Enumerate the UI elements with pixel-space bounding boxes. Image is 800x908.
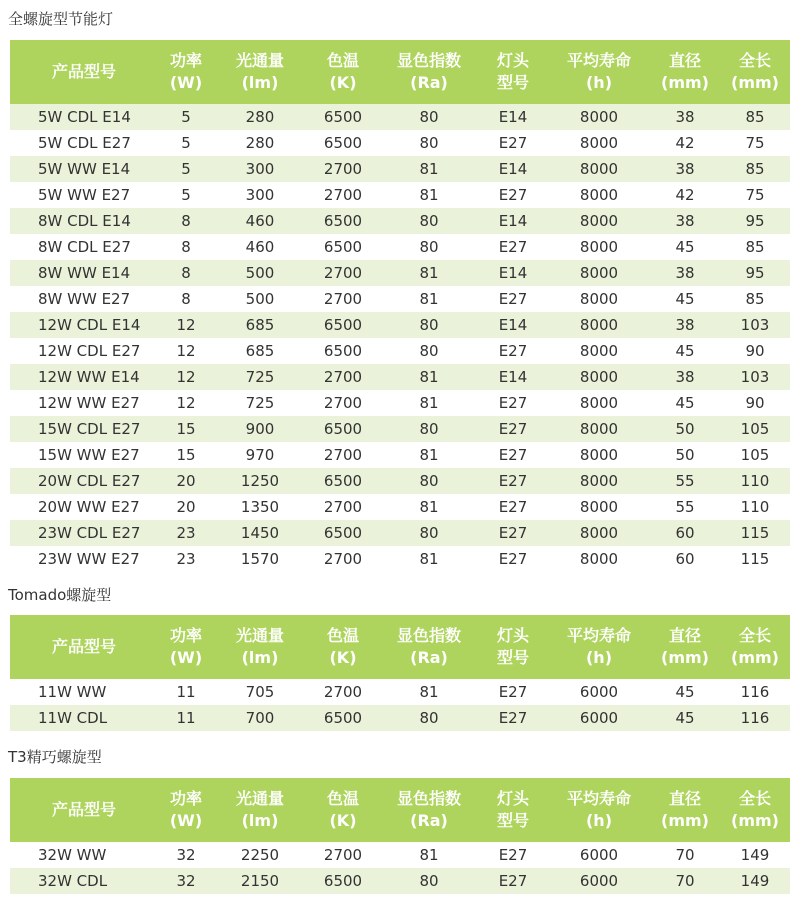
cell-lumen: 725 bbox=[214, 390, 306, 416]
cell-cri: 81 bbox=[380, 364, 478, 390]
cell-model: 5W WW E14 bbox=[10, 156, 158, 182]
cell-base: E14 bbox=[478, 156, 548, 182]
cell-color-temp: 2700 bbox=[306, 286, 380, 312]
spec-table-t3-compact bbox=[10, 778, 790, 894]
cell-color-temp: 6500 bbox=[306, 130, 380, 156]
cell-color-temp: 6500 bbox=[306, 208, 380, 234]
table-row bbox=[10, 182, 790, 208]
table-row bbox=[10, 156, 790, 182]
cell-power: 8 bbox=[158, 234, 214, 260]
cell-lifetime: 8000 bbox=[548, 286, 650, 312]
cell-cri: 81 bbox=[380, 679, 478, 705]
cell-lifetime: 8000 bbox=[548, 390, 650, 416]
cell-model: 8W WW E14 bbox=[10, 260, 158, 286]
cell-lifetime: 8000 bbox=[548, 182, 650, 208]
cell-model: 8W WW E27 bbox=[10, 286, 158, 312]
header-cri: 显色指数 (Ra) bbox=[380, 40, 478, 104]
cell-length: 149 bbox=[720, 868, 790, 894]
table-row bbox=[10, 364, 790, 390]
cell-diameter: 50 bbox=[650, 442, 720, 468]
cell-lifetime: 6000 bbox=[548, 842, 650, 868]
table-row bbox=[10, 705, 790, 731]
cell-lumen: 1570 bbox=[214, 546, 306, 572]
cell-cri: 80 bbox=[380, 312, 478, 338]
cell-lumen: 280 bbox=[214, 130, 306, 156]
cell-diameter: 70 bbox=[650, 868, 720, 894]
cell-lumen: 685 bbox=[214, 312, 306, 338]
cell-base: E14 bbox=[478, 104, 548, 130]
table-row bbox=[10, 260, 790, 286]
cell-length: 85 bbox=[720, 156, 790, 182]
cell-diameter: 45 bbox=[650, 338, 720, 364]
section-title-tomado: Tomado螺旋型 bbox=[8, 586, 112, 604]
cell-lumen: 1450 bbox=[214, 520, 306, 546]
cell-lumen: 900 bbox=[214, 416, 306, 442]
header-power: 功率 (W) bbox=[158, 615, 214, 679]
cell-model: 15W CDL E27 bbox=[10, 416, 158, 442]
table-row bbox=[10, 130, 790, 156]
cell-base: E27 bbox=[478, 234, 548, 260]
cell-length: 85 bbox=[720, 286, 790, 312]
cell-color-temp: 6500 bbox=[306, 868, 380, 894]
cell-power: 12 bbox=[158, 312, 214, 338]
cell-model: 11W CDL bbox=[10, 705, 158, 731]
cell-length: 115 bbox=[720, 546, 790, 572]
cell-power: 8 bbox=[158, 286, 214, 312]
cell-cri: 81 bbox=[380, 494, 478, 520]
cell-model: 12W CDL E27 bbox=[10, 338, 158, 364]
table-row bbox=[10, 679, 790, 705]
header-row bbox=[10, 778, 790, 842]
cell-color-temp: 2700 bbox=[306, 260, 380, 286]
cell-lifetime: 8000 bbox=[548, 364, 650, 390]
cell-color-temp: 6500 bbox=[306, 520, 380, 546]
cell-length: 110 bbox=[720, 494, 790, 520]
header-length: 全长 (mm) bbox=[720, 615, 790, 679]
header-model: 产品型号 bbox=[10, 778, 158, 842]
cell-cri: 80 bbox=[380, 104, 478, 130]
header-diameter: 直径 (mm) bbox=[650, 40, 720, 104]
header-model: 产品型号 bbox=[10, 615, 158, 679]
cell-diameter: 50 bbox=[650, 416, 720, 442]
cell-base: E27 bbox=[478, 468, 548, 494]
cell-diameter: 45 bbox=[650, 679, 720, 705]
table-row bbox=[10, 208, 790, 234]
cell-lumen: 300 bbox=[214, 156, 306, 182]
cell-base: E27 bbox=[478, 842, 548, 868]
cell-diameter: 38 bbox=[650, 156, 720, 182]
cell-length: 90 bbox=[720, 338, 790, 364]
cell-model: 11W WW bbox=[10, 679, 158, 705]
cell-cri: 81 bbox=[380, 390, 478, 416]
header-diameter: 直径 (mm) bbox=[650, 615, 720, 679]
cell-color-temp: 2700 bbox=[306, 842, 380, 868]
cell-lumen: 460 bbox=[214, 234, 306, 260]
cell-cri: 80 bbox=[380, 705, 478, 731]
cell-diameter: 38 bbox=[650, 104, 720, 130]
table-row bbox=[10, 546, 790, 572]
cell-lumen: 2250 bbox=[214, 842, 306, 868]
cell-power: 8 bbox=[158, 260, 214, 286]
header-model: 产品型号 bbox=[10, 40, 158, 104]
cell-lifetime: 8000 bbox=[548, 312, 650, 338]
cell-diameter: 60 bbox=[650, 520, 720, 546]
cell-power: 23 bbox=[158, 546, 214, 572]
cell-color-temp: 6500 bbox=[306, 338, 380, 364]
cell-power: 32 bbox=[158, 842, 214, 868]
cell-model: 20W WW E27 bbox=[10, 494, 158, 520]
table-row bbox=[10, 338, 790, 364]
header-color-temp: 色温 (K) bbox=[306, 615, 380, 679]
cell-model: 8W CDL E27 bbox=[10, 234, 158, 260]
cell-power: 11 bbox=[158, 705, 214, 731]
cell-lifetime: 8000 bbox=[548, 442, 650, 468]
cell-length: 85 bbox=[720, 104, 790, 130]
cell-length: 116 bbox=[720, 705, 790, 731]
header-row bbox=[10, 615, 790, 679]
cell-color-temp: 2700 bbox=[306, 679, 380, 705]
table-row bbox=[10, 442, 790, 468]
cell-length: 105 bbox=[720, 442, 790, 468]
cell-power: 23 bbox=[158, 520, 214, 546]
cell-base: E27 bbox=[478, 416, 548, 442]
cell-color-temp: 2700 bbox=[306, 390, 380, 416]
header-color-temp: 色温 (K) bbox=[306, 778, 380, 842]
cell-diameter: 38 bbox=[650, 260, 720, 286]
table-row bbox=[10, 286, 790, 312]
cell-lifetime: 8000 bbox=[548, 468, 650, 494]
cell-lifetime: 8000 bbox=[548, 104, 650, 130]
cell-diameter: 42 bbox=[650, 182, 720, 208]
cell-model: 23W CDL E27 bbox=[10, 520, 158, 546]
cell-lumen: 300 bbox=[214, 182, 306, 208]
cell-base: E27 bbox=[478, 679, 548, 705]
cell-base: E27 bbox=[478, 390, 548, 416]
cell-model: 23W WW E27 bbox=[10, 546, 158, 572]
cell-power: 32 bbox=[158, 868, 214, 894]
table-row bbox=[10, 494, 790, 520]
table-row bbox=[10, 842, 790, 868]
cell-model: 12W CDL E14 bbox=[10, 312, 158, 338]
header-diameter: 直径 (mm) bbox=[650, 778, 720, 842]
cell-cri: 80 bbox=[380, 868, 478, 894]
cell-power: 11 bbox=[158, 679, 214, 705]
cell-color-temp: 2700 bbox=[306, 364, 380, 390]
cell-lumen: 1250 bbox=[214, 468, 306, 494]
cell-color-temp: 6500 bbox=[306, 705, 380, 731]
cell-model: 15W WW E27 bbox=[10, 442, 158, 468]
cell-power: 15 bbox=[158, 416, 214, 442]
header-lumen: 光通量 (lm) bbox=[214, 40, 306, 104]
cell-cri: 80 bbox=[380, 208, 478, 234]
cell-color-temp: 6500 bbox=[306, 416, 380, 442]
table-row bbox=[10, 312, 790, 338]
cell-cri: 80 bbox=[380, 234, 478, 260]
cell-diameter: 70 bbox=[650, 842, 720, 868]
cell-power: 5 bbox=[158, 130, 214, 156]
cell-base: E14 bbox=[478, 208, 548, 234]
cell-cri: 80 bbox=[380, 416, 478, 442]
cell-cri: 80 bbox=[380, 520, 478, 546]
cell-lifetime: 8000 bbox=[548, 338, 650, 364]
cell-length: 95 bbox=[720, 208, 790, 234]
cell-diameter: 45 bbox=[650, 286, 720, 312]
header-lifetime: 平均寿命 (h) bbox=[548, 778, 650, 842]
cell-color-temp: 2700 bbox=[306, 182, 380, 208]
cell-power: 20 bbox=[158, 468, 214, 494]
cell-length: 75 bbox=[720, 130, 790, 156]
cell-base: E27 bbox=[478, 130, 548, 156]
cell-length: 149 bbox=[720, 842, 790, 868]
cell-length: 103 bbox=[720, 312, 790, 338]
cell-base: E27 bbox=[478, 705, 548, 731]
cell-length: 116 bbox=[720, 679, 790, 705]
cell-lumen: 280 bbox=[214, 104, 306, 130]
cell-length: 115 bbox=[720, 520, 790, 546]
cell-cri: 81 bbox=[380, 156, 478, 182]
cell-lifetime: 6000 bbox=[548, 679, 650, 705]
cell-model: 12W WW E27 bbox=[10, 390, 158, 416]
cell-lifetime: 8000 bbox=[548, 208, 650, 234]
cell-base: E27 bbox=[478, 286, 548, 312]
cell-power: 8 bbox=[158, 208, 214, 234]
cell-power: 12 bbox=[158, 364, 214, 390]
cell-lumen: 2150 bbox=[214, 868, 306, 894]
cell-color-temp: 6500 bbox=[306, 104, 380, 130]
cell-cri: 81 bbox=[380, 546, 478, 572]
cell-diameter: 55 bbox=[650, 494, 720, 520]
cell-color-temp: 2700 bbox=[306, 156, 380, 182]
cell-cri: 81 bbox=[380, 842, 478, 868]
table-row bbox=[10, 416, 790, 442]
cell-base: E14 bbox=[478, 260, 548, 286]
cell-color-temp: 2700 bbox=[306, 442, 380, 468]
cell-cri: 80 bbox=[380, 130, 478, 156]
cell-diameter: 60 bbox=[650, 546, 720, 572]
header-power: 功率 (W) bbox=[158, 778, 214, 842]
cell-length: 90 bbox=[720, 390, 790, 416]
header-lumen: 光通量 (lm) bbox=[214, 778, 306, 842]
cell-length: 103 bbox=[720, 364, 790, 390]
cell-length: 110 bbox=[720, 468, 790, 494]
cell-lifetime: 8000 bbox=[548, 416, 650, 442]
cell-power: 20 bbox=[158, 494, 214, 520]
cell-base: E27 bbox=[478, 520, 548, 546]
cell-color-temp: 6500 bbox=[306, 312, 380, 338]
cell-model: 32W WW bbox=[10, 842, 158, 868]
cell-cri: 80 bbox=[380, 338, 478, 364]
table-row bbox=[10, 468, 790, 494]
cell-lumen: 685 bbox=[214, 338, 306, 364]
cell-length: 105 bbox=[720, 416, 790, 442]
header-color-temp: 色温 (K) bbox=[306, 40, 380, 104]
cell-lifetime: 8000 bbox=[548, 234, 650, 260]
cell-lumen: 725 bbox=[214, 364, 306, 390]
spec-table-tomado bbox=[10, 615, 790, 731]
cell-lumen: 1350 bbox=[214, 494, 306, 520]
cell-base: E27 bbox=[478, 442, 548, 468]
cell-lifetime: 6000 bbox=[548, 868, 650, 894]
cell-lifetime: 8000 bbox=[548, 260, 650, 286]
cell-base: E27 bbox=[478, 546, 548, 572]
cell-cri: 81 bbox=[380, 442, 478, 468]
cell-power: 12 bbox=[158, 390, 214, 416]
header-cri: 显色指数 (Ra) bbox=[380, 615, 478, 679]
cell-model: 20W CDL E27 bbox=[10, 468, 158, 494]
table-row bbox=[10, 390, 790, 416]
cell-length: 75 bbox=[720, 182, 790, 208]
cell-power: 5 bbox=[158, 156, 214, 182]
header-power: 功率 (W) bbox=[158, 40, 214, 104]
cell-lumen: 970 bbox=[214, 442, 306, 468]
cell-base: E14 bbox=[478, 364, 548, 390]
spec-table-full-spiral bbox=[10, 40, 790, 572]
table-row bbox=[10, 868, 790, 894]
cell-lifetime: 8000 bbox=[548, 156, 650, 182]
cell-lifetime: 8000 bbox=[548, 520, 650, 546]
cell-color-temp: 6500 bbox=[306, 468, 380, 494]
cell-model: 32W CDL bbox=[10, 868, 158, 894]
cell-diameter: 42 bbox=[650, 130, 720, 156]
header-length: 全长 (mm) bbox=[720, 40, 790, 104]
cell-model: 5W CDL E14 bbox=[10, 104, 158, 130]
cell-power: 12 bbox=[158, 338, 214, 364]
cell-base: E27 bbox=[478, 338, 548, 364]
cell-lifetime: 6000 bbox=[548, 705, 650, 731]
cell-length: 85 bbox=[720, 234, 790, 260]
table-row bbox=[10, 104, 790, 130]
cell-power: 5 bbox=[158, 104, 214, 130]
cell-model: 5W WW E27 bbox=[10, 182, 158, 208]
table-row bbox=[10, 234, 790, 260]
cell-base: E27 bbox=[478, 868, 548, 894]
cell-model: 5W CDL E27 bbox=[10, 130, 158, 156]
cell-color-temp: 6500 bbox=[306, 234, 380, 260]
cell-cri: 80 bbox=[380, 468, 478, 494]
cell-lifetime: 8000 bbox=[548, 494, 650, 520]
cell-lumen: 500 bbox=[214, 260, 306, 286]
table-row bbox=[10, 520, 790, 546]
cell-cri: 81 bbox=[380, 286, 478, 312]
cell-cri: 81 bbox=[380, 260, 478, 286]
cell-model: 12W WW E14 bbox=[10, 364, 158, 390]
header-base: 灯头 型号 bbox=[478, 40, 548, 104]
header-lifetime: 平均寿命 (h) bbox=[548, 615, 650, 679]
cell-diameter: 55 bbox=[650, 468, 720, 494]
cell-base: E14 bbox=[478, 312, 548, 338]
cell-lifetime: 8000 bbox=[548, 130, 650, 156]
cell-lifetime: 8000 bbox=[548, 546, 650, 572]
section-title-full-spiral: 全螺旋型节能灯 bbox=[8, 10, 114, 28]
header-base: 灯头 型号 bbox=[478, 778, 548, 842]
header-lifetime: 平均寿命 (h) bbox=[548, 40, 650, 104]
cell-cri: 81 bbox=[380, 182, 478, 208]
cell-base: E27 bbox=[478, 494, 548, 520]
header-length: 全长 (mm) bbox=[720, 778, 790, 842]
cell-lumen: 705 bbox=[214, 679, 306, 705]
cell-lumen: 460 bbox=[214, 208, 306, 234]
section-title-t3-compact: T3精巧螺旋型 bbox=[8, 748, 102, 766]
cell-color-temp: 2700 bbox=[306, 546, 380, 572]
cell-diameter: 38 bbox=[650, 364, 720, 390]
header-base: 灯头 型号 bbox=[478, 615, 548, 679]
header-cri: 显色指数 (Ra) bbox=[380, 778, 478, 842]
header-lumen: 光通量 (lm) bbox=[214, 615, 306, 679]
cell-power: 5 bbox=[158, 182, 214, 208]
cell-diameter: 45 bbox=[650, 705, 720, 731]
cell-diameter: 38 bbox=[650, 208, 720, 234]
cell-diameter: 45 bbox=[650, 234, 720, 260]
cell-lumen: 500 bbox=[214, 286, 306, 312]
cell-power: 15 bbox=[158, 442, 214, 468]
cell-diameter: 38 bbox=[650, 312, 720, 338]
cell-length: 95 bbox=[720, 260, 790, 286]
cell-model: 8W CDL E14 bbox=[10, 208, 158, 234]
cell-color-temp: 2700 bbox=[306, 494, 380, 520]
cell-lumen: 700 bbox=[214, 705, 306, 731]
cell-base: E27 bbox=[478, 182, 548, 208]
header-row bbox=[10, 40, 790, 104]
cell-diameter: 45 bbox=[650, 390, 720, 416]
